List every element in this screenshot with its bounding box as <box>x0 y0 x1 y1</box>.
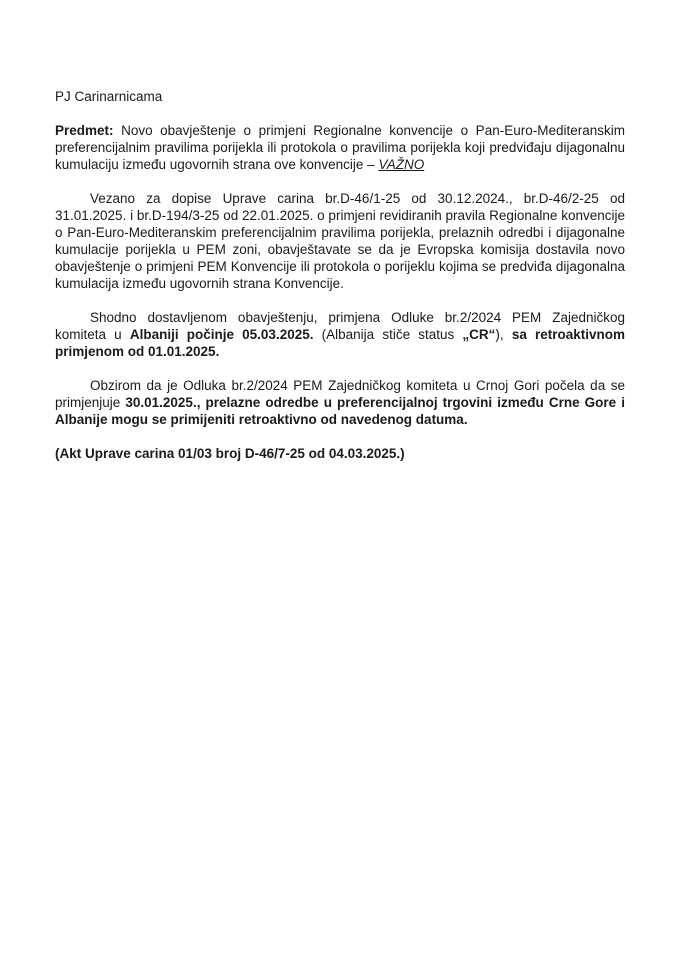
albania-run-2: (Albanija stiče status <box>313 327 463 342</box>
paragraph-montenegro <box>55 377 625 428</box>
subject-body: Novo obavještenje o primjeni Regionalne konvencije o Pan-Euro-Mediteranskim preferencijalnim pravilima porijekla ili protokola o pravilima porijekla koji predviđaju dijagonalnu kumulaciju između ugovornih strana ove konvencije – <box>55 123 625 172</box>
montenegro-run-0: Obzirom da je Odluka br.2/2024 PEM Zajedničkog komiteta u Crnoj Gori počela da se primjenjuje <box>55 378 625 410</box>
recipient-text: PJ Carinarnicama <box>55 89 163 104</box>
albania-run-0: Shodno dostavljenom obavještenju, primjena Odluke br.2/2024 PEM Zajedničkog komiteta u <box>55 310 625 342</box>
paragraph-reference <box>55 190 625 292</box>
subject-label: Predmet: <box>55 123 114 138</box>
paragraph-albania <box>55 309 625 360</box>
act-reference-text: (Akt Uprave carina 01/03 broj D-46/7-25 od 04.03.2025.) <box>55 446 405 461</box>
recipient-line <box>55 88 625 105</box>
subject-paragraph <box>55 122 625 173</box>
paragraph-reference-text: Vezano za dopise Uprave carina br.D-46/1-25 od 30.12.2024., br.D-46/2-25 od 31.01.2025. i br.D-194/3-25 od 22.01.2025. o primjeni revidiranih pravila Regionalne konvencije o Pan-Euro-Mediteranskim preferencijalnim pravilima porijekla, prelaznih odredbi i dijagonalne kumulacije porijekla u PEM zoni, obavještavate se da je Evropska komisija dostavila novo obavještenje o primjeni PEM Konvencije ili protokola o porijeklu kojima se predviđa dijagonalna kumulacija između ugovornih strana Konvencije. <box>55 191 625 291</box>
montenegro-run-1: 30.01.2025., prelazne odredbe u preferencijalnoj trgovini između Crne Gore i Albanije mogu se primijeniti retroaktivno od navedenog datuma. <box>55 395 626 427</box>
act-reference-note <box>55 445 625 462</box>
albania-run-1: Albaniji počinje 05.03.2025. <box>129 327 314 342</box>
albania-run-4: ), <box>495 327 512 342</box>
albania-run-3: „CR“ <box>462 327 496 342</box>
albania-run-5: sa retroaktivnom primjenom od 01.01.2025. <box>55 327 626 359</box>
subject-emphasis: VAŽNO <box>378 157 425 172</box>
